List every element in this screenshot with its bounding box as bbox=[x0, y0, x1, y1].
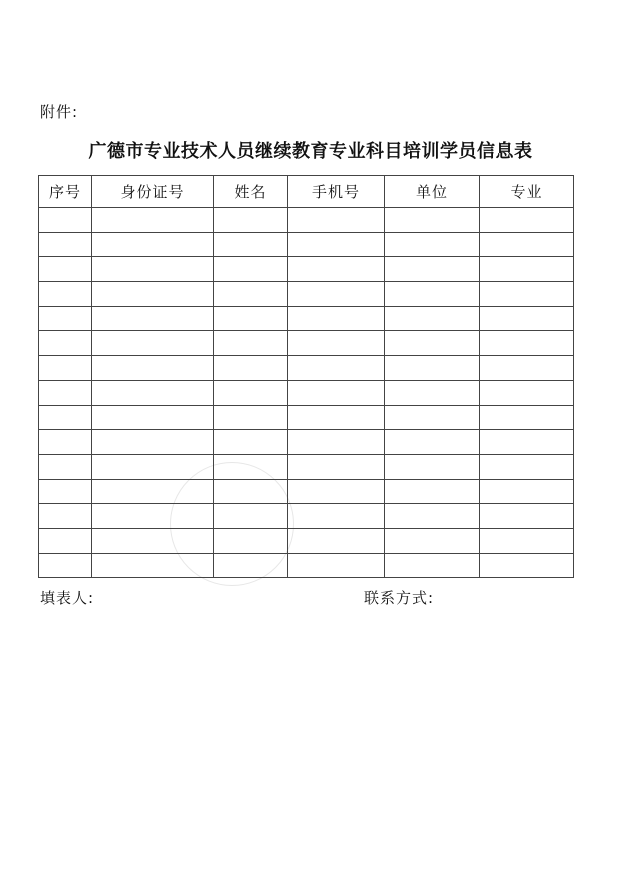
cell-major bbox=[480, 208, 574, 233]
cell-major bbox=[480, 257, 574, 282]
table-row bbox=[39, 232, 574, 257]
table-body bbox=[39, 208, 574, 578]
cell-employer bbox=[385, 553, 480, 578]
column-header-phone: 手机号 bbox=[288, 176, 385, 208]
cell-phone bbox=[288, 232, 385, 257]
cell-employer bbox=[385, 405, 480, 430]
student-info-table bbox=[38, 175, 574, 578]
cell-major bbox=[480, 454, 574, 479]
cell-index bbox=[39, 356, 92, 381]
table-row bbox=[39, 380, 574, 405]
column-header-name: 姓名 bbox=[214, 176, 288, 208]
cell-employer bbox=[385, 282, 480, 307]
cell-phone bbox=[288, 430, 385, 455]
cell-id-number bbox=[92, 479, 214, 504]
cell-major bbox=[480, 405, 574, 430]
cell-id-number bbox=[92, 208, 214, 233]
cell-employer bbox=[385, 356, 480, 381]
cell-index bbox=[39, 528, 92, 553]
cell-phone bbox=[288, 282, 385, 307]
cell-index bbox=[39, 405, 92, 430]
table-row bbox=[39, 430, 574, 455]
cell-phone bbox=[288, 356, 385, 381]
cell-index bbox=[39, 331, 92, 356]
cell-index bbox=[39, 430, 92, 455]
cell-index bbox=[39, 306, 92, 331]
cell-phone bbox=[288, 479, 385, 504]
cell-id-number bbox=[92, 504, 214, 529]
cell-id-number bbox=[92, 430, 214, 455]
cell-id-number bbox=[92, 405, 214, 430]
cell-employer bbox=[385, 257, 480, 282]
table-row bbox=[39, 405, 574, 430]
cell-name bbox=[214, 454, 288, 479]
table-row bbox=[39, 479, 574, 504]
cell-name bbox=[214, 380, 288, 405]
cell-id-number bbox=[92, 282, 214, 307]
table-row bbox=[39, 257, 574, 282]
table-row bbox=[39, 282, 574, 307]
cell-id-number bbox=[92, 306, 214, 331]
table-header-row bbox=[39, 176, 574, 208]
cell-index bbox=[39, 479, 92, 504]
cell-index bbox=[39, 504, 92, 529]
cell-major bbox=[480, 282, 574, 307]
cell-employer bbox=[385, 454, 480, 479]
column-header-id-number: 身份证号 bbox=[92, 176, 214, 208]
cell-phone bbox=[288, 528, 385, 553]
cell-name bbox=[214, 504, 288, 529]
cell-major bbox=[480, 356, 574, 381]
cell-employer bbox=[385, 504, 480, 529]
contact-label: 联系方式: bbox=[364, 589, 435, 607]
cell-major bbox=[480, 232, 574, 257]
table-row bbox=[39, 528, 574, 553]
table-row bbox=[39, 208, 574, 233]
cell-phone bbox=[288, 504, 385, 529]
cell-phone bbox=[288, 208, 385, 233]
cell-name bbox=[214, 208, 288, 233]
cell-phone bbox=[288, 405, 385, 430]
cell-major bbox=[480, 331, 574, 356]
cell-phone bbox=[288, 331, 385, 356]
cell-employer bbox=[385, 331, 480, 356]
cell-name bbox=[214, 528, 288, 553]
cell-name bbox=[214, 405, 288, 430]
cell-index bbox=[39, 282, 92, 307]
cell-major bbox=[480, 553, 574, 578]
cell-name bbox=[214, 282, 288, 307]
cell-name bbox=[214, 232, 288, 257]
cell-major bbox=[480, 528, 574, 553]
cell-phone bbox=[288, 257, 385, 282]
cell-id-number bbox=[92, 257, 214, 282]
table-row bbox=[39, 331, 574, 356]
cell-major bbox=[480, 306, 574, 331]
column-header-employer: 单位 bbox=[385, 176, 480, 208]
cell-employer bbox=[385, 380, 480, 405]
cell-phone bbox=[288, 553, 385, 578]
filler-label: 填表人: bbox=[40, 589, 95, 607]
cell-name bbox=[214, 331, 288, 356]
column-header-major: 专业 bbox=[480, 176, 574, 208]
cell-name bbox=[214, 257, 288, 282]
cell-phone bbox=[288, 454, 385, 479]
column-header-index: 序号 bbox=[39, 176, 92, 208]
table-row bbox=[39, 356, 574, 381]
cell-name bbox=[214, 430, 288, 455]
cell-phone bbox=[288, 380, 385, 405]
cell-employer bbox=[385, 528, 480, 553]
cell-id-number bbox=[92, 553, 214, 578]
cell-employer bbox=[385, 232, 480, 257]
cell-name bbox=[214, 479, 288, 504]
cell-index bbox=[39, 208, 92, 233]
cell-name bbox=[214, 306, 288, 331]
cell-employer bbox=[385, 430, 480, 455]
table-row bbox=[39, 553, 574, 578]
cell-id-number bbox=[92, 380, 214, 405]
cell-employer bbox=[385, 306, 480, 331]
cell-name bbox=[214, 553, 288, 578]
cell-index bbox=[39, 232, 92, 257]
cell-id-number bbox=[92, 454, 214, 479]
cell-id-number bbox=[92, 356, 214, 381]
cell-phone bbox=[288, 306, 385, 331]
cell-index bbox=[39, 380, 92, 405]
cell-name bbox=[214, 356, 288, 381]
cell-major bbox=[480, 504, 574, 529]
cell-major bbox=[480, 479, 574, 504]
cell-major bbox=[480, 380, 574, 405]
cell-index bbox=[39, 553, 92, 578]
cell-index bbox=[39, 257, 92, 282]
cell-id-number bbox=[92, 331, 214, 356]
table-row bbox=[39, 454, 574, 479]
cell-employer bbox=[385, 208, 480, 233]
cell-major bbox=[480, 430, 574, 455]
cell-index bbox=[39, 454, 92, 479]
page-title: 广德市专业技术人员继续教育专业科目培训学员信息表 bbox=[88, 141, 533, 162]
table-row bbox=[39, 504, 574, 529]
table-row bbox=[39, 306, 574, 331]
cell-id-number bbox=[92, 528, 214, 553]
attachment-label: 附件: bbox=[40, 103, 79, 121]
cell-employer bbox=[385, 479, 480, 504]
cell-id-number bbox=[92, 232, 214, 257]
